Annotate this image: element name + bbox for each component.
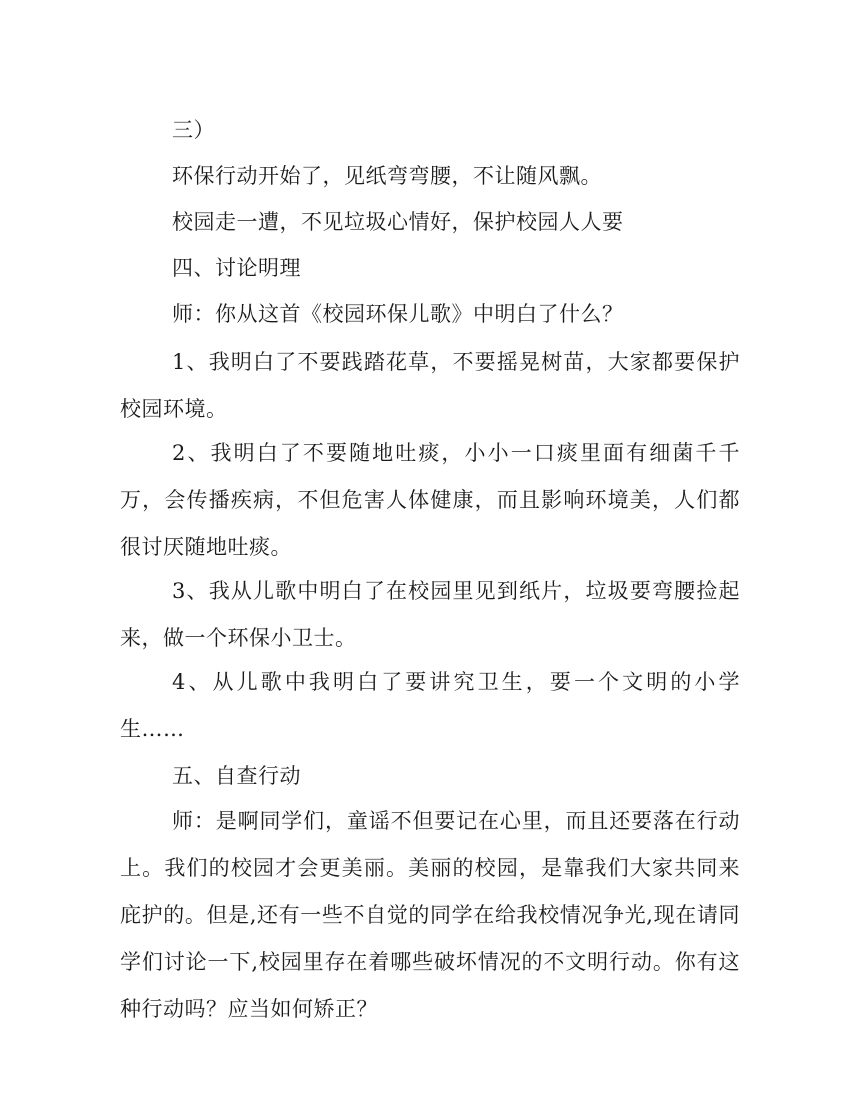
teacher-closing-paragraph: 师：是啊同学们，童谣不但要记在心里，而且还要落在行动上。我们的校园才会更美丽。美丽的校园，是靠我们大家共同来庇护的。但是,还有一些不自觉的同学在给我校情况争光,现在请同学们讨论一下,校园里存在着哪些破坏情况的不文明行动。你有这种行动吗？应当如何矫正？ (120, 809, 740, 1021)
rhyme-line-2: 校园走一遭，不见垃圾心情好，保护校园人人要 (172, 210, 624, 234)
answer-4: 4、从儿歌中我明白了要讲究卫生，要一个文明的小学生…… (120, 670, 740, 741)
answer-2: 2、我明白了不要随地吐痰，小小一口痰里面有细菌千千万，会传播疾病，不但危害人体健康，而且影响环境美，人们都很讨厌随地吐痰。 (120, 441, 740, 559)
answer-1: 1、我明白了不要践踏花草，不要摇晃树苗，大家都要保护校园环境。 (120, 350, 740, 421)
document-body (120, 112, 740, 1033)
section-four-heading: 四、讨论明理 (172, 256, 301, 280)
teacher-question: 师：你从这首《校园环保儿歌》中明白了什么？ (172, 302, 624, 326)
section-five-heading: 五、自查行动 (172, 764, 301, 788)
section-three-closing: 三） (172, 118, 215, 142)
answer-3: 3、我从儿歌中明白了在校园里见到纸片，垃圾要弯腰捡起来，做一个环保小卫士。 (120, 579, 740, 650)
rhyme-line-1: 环保行动开始了，见纸弯弯腰，不让随风飘。 (172, 164, 602, 188)
